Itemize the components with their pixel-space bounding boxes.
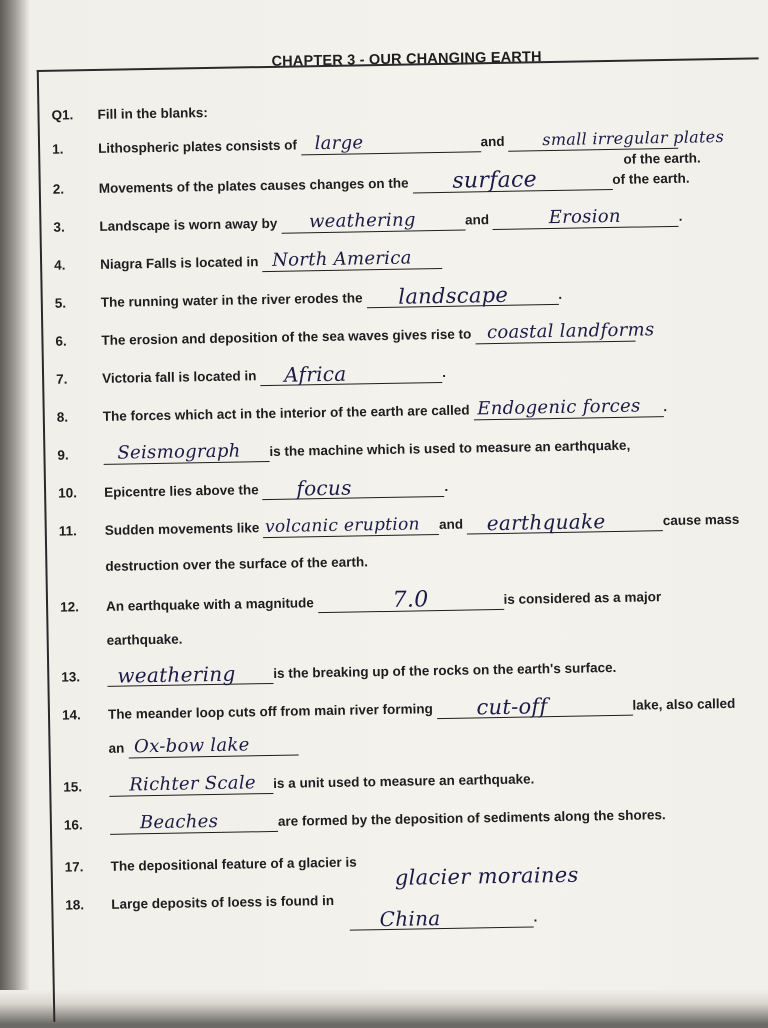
handwritten-answer: weathering [117,661,236,688]
question-number: 14. [61,707,81,723]
question-number: 12. [59,599,80,615]
question-number: 17. [64,859,84,875]
handwritten-answer: Richter Scale [129,772,257,796]
handwritten-answer: cut-off [476,694,548,720]
answer-blank[interactable] [281,209,465,234]
handwritten-answer: small irregular plates [542,127,725,150]
question-text: Movements of the plates causes changes on the [98,175,413,196]
handwritten-answer: volcanic eruption [264,514,421,538]
handwritten-answer: large [314,132,364,155]
question-text: and [464,212,493,228]
answer-blank[interactable] [263,516,439,538]
question-text: Landscape is worn away by [99,215,282,234]
question-12-continued [107,630,183,651]
question-text: The meander loop cuts off from main river forming [107,701,437,722]
question-text: is the breaking up of the rocks on the earth's surface. [273,659,617,681]
section-number: Q1. [51,107,74,123]
question-text: The running water in the river erodes the [100,290,367,310]
answer-blank[interactable] [107,661,273,688]
question-number: 8. [56,409,69,425]
handwritten-answer: landscape [398,282,509,309]
question-text: is a unit used to measure an earthquake. [273,771,535,791]
answer-blank[interactable] [109,772,273,797]
handwritten-answer: China [379,906,441,932]
question-text: Lithospheric plates consists of [97,137,301,156]
question-text: cause mass [662,511,740,529]
question-text: The depositional feature of a glacier is [110,854,357,874]
handwritten-answer: Endogenic forces [477,395,641,420]
question-number: 3. [53,219,65,235]
question-text: is the machine which is used to measure an earthquake, [269,437,631,459]
answer-blank[interactable] [260,361,442,387]
question-text: are formed by the deposition of sediments along the shores. [277,807,666,829]
answer-blank[interactable] [262,247,442,272]
question-1-tail [623,148,701,169]
question-text: earthquake. [106,631,183,648]
question-text: . [442,364,447,380]
answer-blank[interactable] [317,587,503,613]
question-number: 18. [65,897,85,913]
question-text: Niagra Falls is located in [100,254,263,272]
handwritten-answer: weathering [308,209,416,233]
question-text: . [558,286,563,302]
handwritten-answer: Seismograph [117,440,241,464]
section-label: Fill in the blanks: [97,105,208,122]
question-text: The forces which act in the interior of the earth are called [102,402,474,424]
question-18-answer [349,907,537,930]
question-text: an [108,740,129,756]
question-text: . [444,478,449,494]
question-text: and [438,516,467,533]
question-text: of the earth. [623,150,701,167]
question-number: 6. [55,333,67,349]
handwritten-answer: Ox-bow lake [133,734,250,758]
question-number: 4. [54,257,66,273]
question-text: Large deposits of loess is found in [111,892,335,912]
handwritten-answer: coastal landforms [486,319,655,344]
handwritten-answer: surface [452,167,538,194]
answer-blank[interactable] [110,810,278,835]
answer-blank[interactable] [262,475,444,501]
question-number: 2. [52,181,65,197]
handwritten-answer: North America [271,247,412,271]
question-number: 1. [51,141,64,157]
question-text: and [480,133,509,150]
question-text: Sudden movements like [104,520,264,538]
question-number: 13. [61,669,81,685]
handwritten-answer: Beaches [139,810,219,834]
handwritten-answer: 7.0 [392,587,429,613]
question-text: Epicentre lies above the [103,482,263,500]
question-number: 15. [63,779,83,795]
answer-blank[interactable] [436,694,632,720]
question-text: lake, also called [632,695,736,713]
section-heading [51,105,208,123]
question-number: 16. [63,817,83,833]
question-text: of the earth. [612,170,690,187]
question-14-continued [108,736,298,759]
worksheet-page [36,15,768,1028]
question-number: 7. [56,371,68,387]
question-number: 5. [54,295,67,311]
answer-blank[interactable] [300,133,480,155]
answer-blank[interactable] [103,440,269,465]
answer-blank[interactable] [493,205,679,230]
handwritten-answer: focus [296,475,352,501]
question-number: 11. [58,523,77,539]
question-number: 10. [57,485,78,501]
handwritten-answer: Africa [283,361,347,387]
question-text: . [533,909,538,925]
answer-blank[interactable] [475,319,655,345]
answer-blank[interactable] [128,734,298,759]
answer-blank[interactable] [393,862,603,890]
handwritten-answer: glacier moraines [394,862,579,890]
question-text: The erosion and deposition of the sea waves gives rise to [101,326,476,348]
question-text: destruction over the surface of the earth. [105,554,369,574]
answer-blank[interactable] [366,282,558,309]
question-text: is considered as a major [503,589,662,607]
question-text: An earthquake with a magnitude [105,595,318,614]
question-17-answer [393,864,603,888]
answer-blank[interactable] [349,908,533,930]
answer-blank[interactable] [467,509,663,536]
handwritten-answer: Erosion [548,205,622,229]
question-number: 9. [57,447,69,463]
question-text: . [678,208,683,224]
question-text: Victoria fall is located in [101,368,261,386]
answer-blank[interactable] [473,395,663,420]
answer-blank[interactable] [412,167,612,194]
page-title: CHAPTER 3 - OUR CHANGING EARTH [271,49,542,70]
handwritten-answer: earthquake [486,509,606,536]
question-text: . [663,399,668,415]
